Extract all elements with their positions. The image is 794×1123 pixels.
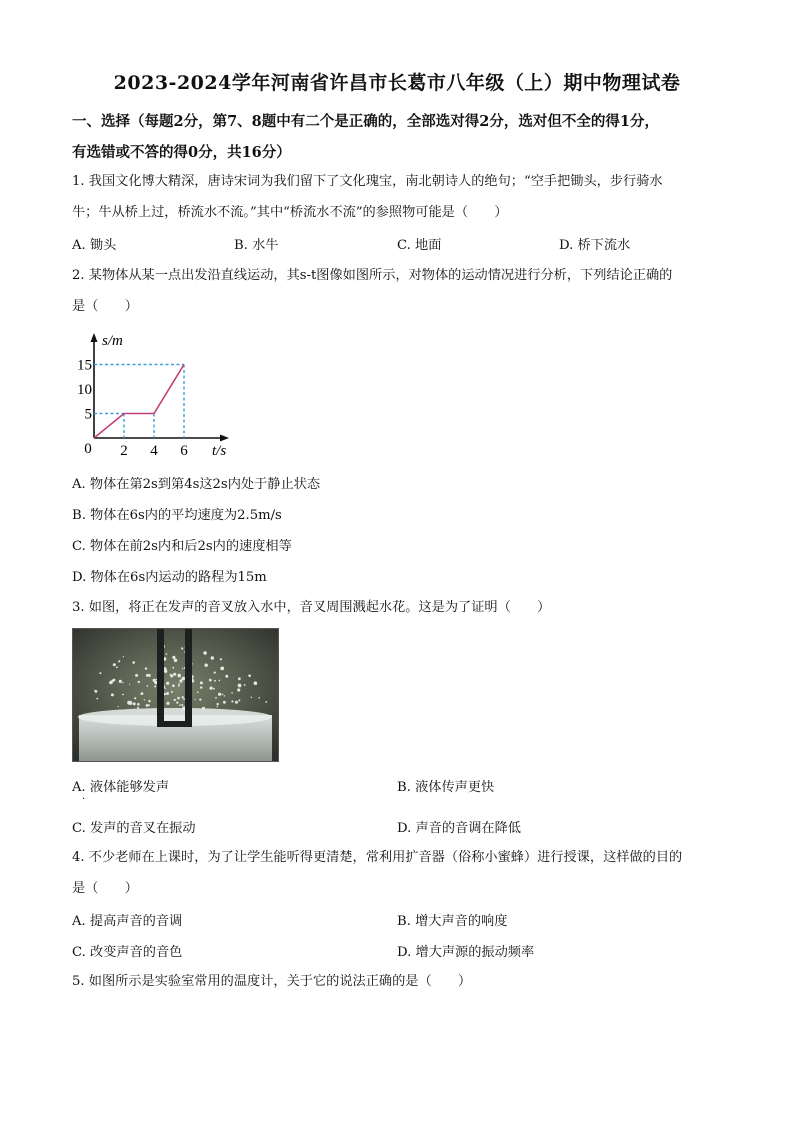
water-droplet — [146, 704, 149, 707]
option-a[interactable]: A. 提高声音的音调 — [72, 914, 183, 929]
water-droplet — [215, 697, 217, 699]
water-droplet — [166, 692, 169, 695]
water-droplet — [96, 698, 98, 700]
section-heading-line-2: 有选错或不答的得0分，共16分） — [72, 144, 291, 161]
water-droplet — [141, 692, 144, 695]
water-droplet — [251, 697, 252, 698]
question-1-line-2: 牛；牛从桥上过，桥流水不流。”其中“桥流水不流”的参照物可能是（ ） — [72, 205, 508, 220]
question-1-line-1: 1. 我国文化博大精深，唐诗宋词为我们留下了文化瑰宝，南北朝诗人的绝句；“空手把锄头，步行骑水 — [72, 174, 663, 189]
question-4-line-2: 是（ ） — [72, 881, 138, 896]
water-droplet — [135, 674, 138, 677]
question-5 — [72, 966, 724, 997]
water-droplet — [213, 688, 215, 690]
x-tick-label-2: 2 — [120, 443, 128, 459]
water-droplet — [244, 684, 246, 686]
option-b[interactable]: B. 增大声音的响度 — [397, 914, 508, 929]
x-axis-label: t/s — [212, 443, 227, 459]
water-droplet — [182, 677, 186, 681]
water-droplet — [138, 681, 140, 683]
question-1 — [72, 166, 724, 228]
water-droplet — [178, 685, 180, 687]
water-droplet — [220, 658, 222, 660]
water-droplet — [166, 682, 169, 685]
water-droplet — [254, 681, 258, 685]
water-droplet — [199, 699, 201, 701]
water-droplet — [182, 697, 184, 699]
water-droplet — [173, 673, 176, 676]
question-5-line-1: 5. 如图所示是实验室常用的温度计，关于它的说法正确的是（ ） — [72, 974, 472, 989]
water-droplet — [265, 701, 267, 703]
option-b[interactable]: B. 水牛 — [234, 238, 279, 253]
water-droplet — [165, 688, 166, 689]
y-tick-label-15: 15 — [77, 357, 92, 374]
water-droplet — [179, 704, 181, 706]
water-droplet — [203, 651, 207, 655]
water-droplet — [111, 680, 114, 683]
water-droplet — [195, 699, 196, 700]
water-droplet — [182, 668, 183, 669]
water-droplet — [129, 684, 130, 685]
water-droplet — [100, 672, 102, 674]
option-c[interactable]: C. 地面 — [397, 238, 442, 253]
water-droplet — [177, 674, 181, 678]
water-droplet — [219, 680, 221, 682]
water-droplet — [224, 695, 225, 696]
water-droplet — [238, 699, 240, 701]
water-droplet — [231, 692, 233, 694]
option-d[interactable]: D. 增大声源的振动频率 — [397, 945, 535, 960]
water-droplet — [181, 704, 183, 706]
water-droplet — [238, 677, 241, 680]
water-droplet — [197, 691, 199, 693]
water-droplet — [146, 674, 149, 677]
st-data-line — [94, 365, 184, 439]
water-droplet — [235, 701, 238, 704]
water-droplet — [137, 703, 140, 706]
water-droplet — [174, 659, 178, 663]
water-droplet — [200, 686, 202, 688]
water-droplet — [217, 703, 219, 705]
tuning-fork-water-photo — [72, 628, 279, 762]
water-droplet — [113, 663, 116, 666]
water-droplet — [129, 701, 133, 705]
water-droplet — [179, 679, 182, 682]
stray-mark: · — [82, 794, 86, 805]
option-c[interactable]: C. 改变声音的音色 — [72, 945, 183, 960]
option-d[interactable]: D. 声音的音调在降低 — [397, 821, 521, 836]
y-axis-arrow — [91, 333, 98, 342]
option-b[interactable]: B. 液体传声更快 — [397, 780, 495, 795]
water-droplet — [153, 679, 156, 682]
option-c[interactable]: C. 发声的音叉在振动 — [72, 821, 196, 836]
water-droplet — [170, 674, 172, 676]
water-droplet — [231, 700, 233, 702]
option-c[interactable]: C. 物体在前2s内和后2s内的速度相等 — [72, 539, 292, 554]
water-droplet — [258, 697, 260, 699]
water-droplet — [237, 688, 240, 691]
y-axis-label: s/m — [102, 333, 123, 349]
water-droplet — [147, 685, 149, 687]
question-4-line-1: 4. 不少老师在上课时，为了让学生能听得更清楚，常利用扩音器（俗称小蜜蜂）进行授课，这样做的目的 — [72, 850, 683, 865]
st-graph — [72, 326, 258, 462]
question-1-options — [72, 234, 724, 254]
option-d[interactable]: D. 物体在6s内运动的路程为15m — [72, 570, 267, 585]
water-droplet — [123, 656, 124, 657]
water-droplet — [171, 691, 173, 693]
water-droplet — [238, 684, 242, 688]
water-droplet — [166, 653, 168, 655]
option-d[interactable]: D. 桥下流水 — [559, 238, 631, 253]
water-droplet — [214, 680, 216, 682]
water-droplet — [148, 700, 150, 702]
water-droplet — [183, 698, 185, 700]
water-droplet — [119, 680, 122, 683]
question-3 — [72, 592, 724, 623]
water-droplet — [248, 674, 251, 677]
water-droplet — [122, 694, 124, 696]
water-droplet — [211, 656, 214, 659]
water-droplet — [172, 667, 174, 669]
water-droplet — [178, 683, 180, 685]
water-droplet — [210, 687, 213, 690]
question-2-line-2: 是（ ） — [72, 299, 138, 314]
water-droplet — [94, 690, 95, 691]
water-droplet — [181, 647, 183, 649]
water-droplet — [116, 666, 118, 668]
option-b[interactable]: B. 物体在6s内的平均速度为2.5m/s — [72, 508, 282, 523]
water-droplet — [111, 693, 114, 696]
option-a[interactable]: A. 物体在第2s到第4s这2s内处于静止状态 — [72, 477, 321, 492]
water-droplet — [172, 684, 175, 687]
water-droplet — [223, 701, 226, 704]
water-droplet — [156, 679, 157, 680]
question-4 — [72, 842, 724, 904]
option-a[interactable]: A. 锄头 — [72, 238, 117, 253]
water-droplet — [137, 707, 139, 709]
x-tick-label-6: 6 — [180, 443, 188, 459]
water-droplet — [118, 660, 120, 662]
water-droplet — [144, 699, 145, 700]
water-droplet — [154, 685, 156, 687]
water-droplet — [200, 681, 203, 684]
water-droplet — [205, 664, 208, 667]
water-droplet — [177, 697, 180, 700]
water-droplet — [132, 661, 135, 664]
water-droplet — [176, 702, 178, 704]
exam-title: 2023-2024学年河南省许昌市长葛市八年级（上）期中物理试卷 — [113, 72, 681, 94]
water-droplet — [172, 656, 175, 659]
water-droplet — [145, 667, 147, 669]
y-tick-label-5: 5 — [84, 406, 92, 423]
x-tick-label-4: 4 — [150, 443, 158, 459]
section-heading — [72, 106, 724, 168]
water-droplet — [220, 667, 224, 671]
section-heading-line-1: 一、选择（每题2分，第7、8题中有二个是正确的，全部选对得2分，选对但不全的得1分， — [72, 113, 659, 130]
question-3-line-1: 3. 如图，将正在发声的音叉放入水中，音叉周围溅起水花。这是为了证明（ ） — [72, 600, 551, 615]
origin-label: 0 — [84, 441, 92, 457]
water-droplet — [209, 679, 212, 682]
question-2-line-1: 2. 某物体从某一点出发沿直线运动，其s-t图像如图所示，对物体的运动情况进行分析，下列结论正确的 — [72, 268, 673, 283]
water-droplet — [134, 697, 136, 699]
water-droplet — [217, 706, 218, 707]
water-droplet — [225, 675, 228, 678]
water-droplet — [133, 702, 136, 705]
water-droplet — [214, 672, 216, 674]
water-droplet — [174, 699, 176, 701]
water-droplet — [166, 702, 169, 705]
water-droplet — [118, 706, 119, 707]
question-2 — [72, 260, 724, 322]
water-droplet — [222, 694, 224, 696]
water-droplet — [122, 682, 123, 683]
y-tick-label-10: 10 — [77, 382, 92, 398]
x-axis-arrow — [220, 435, 229, 442]
water-droplet — [218, 693, 221, 696]
option-a[interactable]: A. 液体能够发声 — [72, 780, 170, 795]
